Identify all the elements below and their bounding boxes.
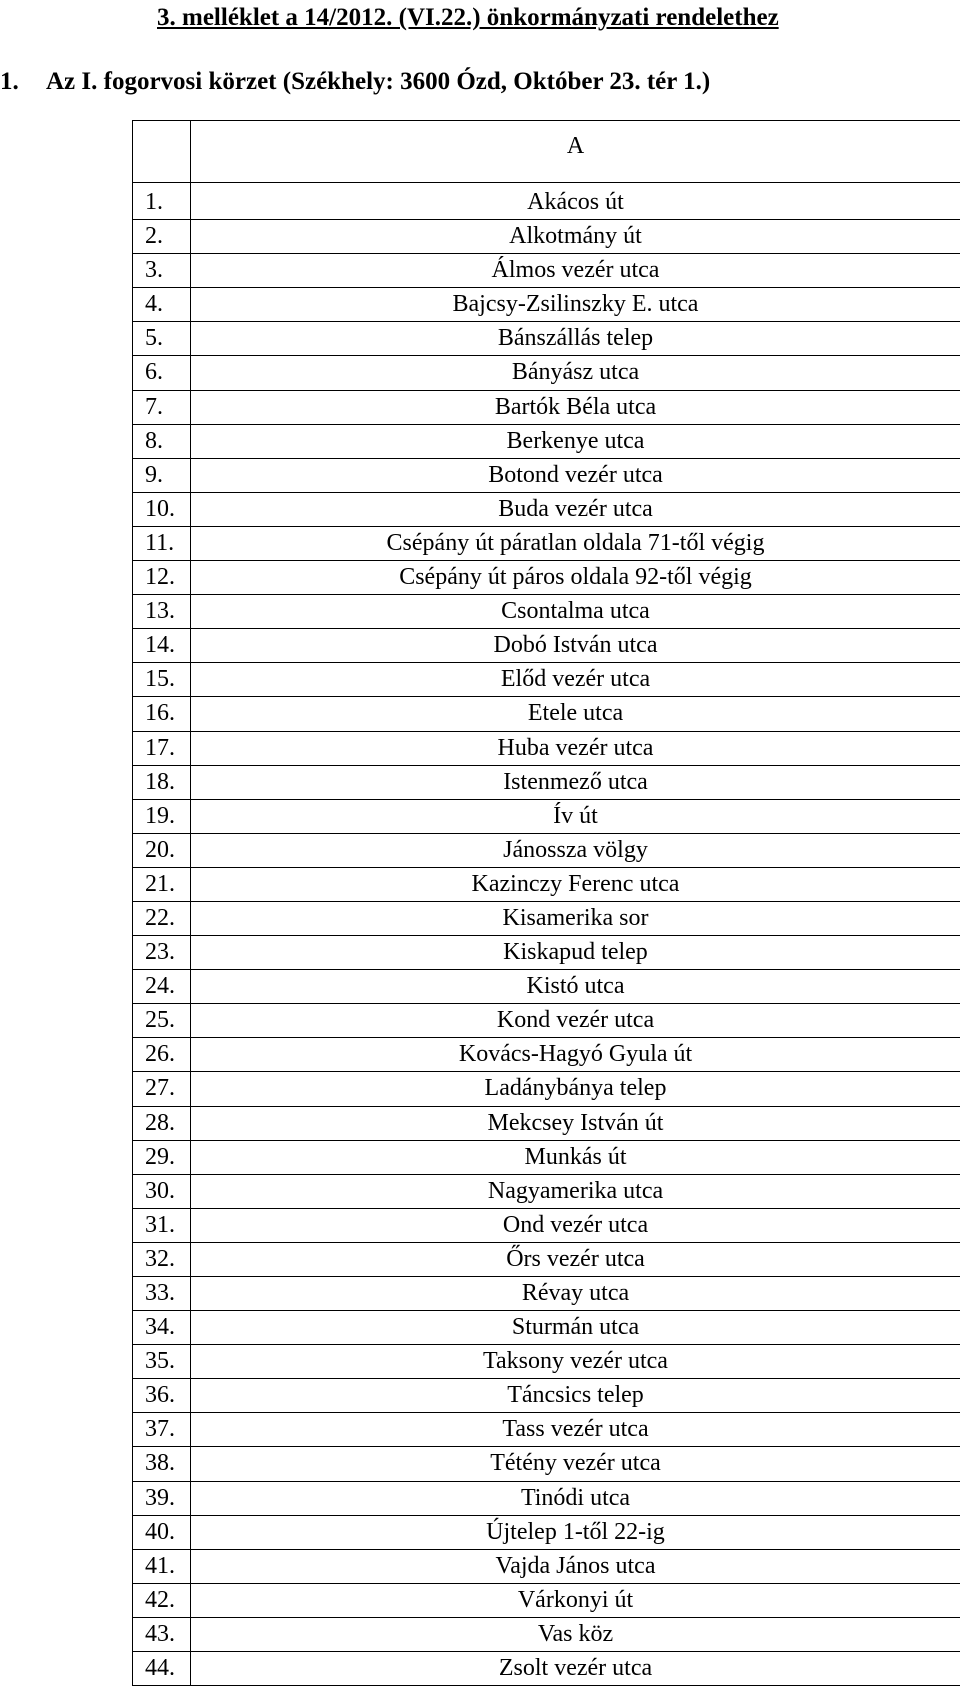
table-row — [133, 731, 960, 765]
table-row — [133, 183, 960, 220]
table-row — [133, 936, 960, 970]
row-number-cell: 32. — [133, 1242, 191, 1276]
row-number-cell: 14. — [133, 629, 191, 663]
row-number-cell: 5. — [133, 322, 191, 356]
row-number-cell: 42. — [133, 1583, 191, 1617]
row-number-cell: 28. — [133, 1106, 191, 1140]
table-row — [133, 1072, 960, 1106]
row-number-cell: 16. — [133, 697, 191, 731]
row-number-cell: 23. — [133, 936, 191, 970]
table-body — [133, 183, 960, 1686]
street-name-cell: Táncsics telep — [191, 1379, 960, 1413]
street-name-cell: Újtelep 1-től 22-ig — [191, 1515, 960, 1549]
corner-header-cell — [133, 121, 191, 183]
row-number-cell: 33. — [133, 1277, 191, 1311]
table-row — [133, 1208, 960, 1242]
street-name-cell: Kovács-Hagyó Gyula út — [191, 1038, 960, 1072]
row-number-cell: 11. — [133, 526, 191, 560]
street-name-cell: Istenmező utca — [191, 765, 960, 799]
row-number-cell: 1. — [133, 183, 191, 220]
table-row — [133, 356, 960, 390]
row-number-cell: 9. — [133, 458, 191, 492]
street-name-cell: Buda vezér utca — [191, 492, 960, 526]
table-row — [133, 561, 960, 595]
street-name-cell: Bartók Béla utca — [191, 390, 960, 424]
row-number-cell: 12. — [133, 561, 191, 595]
table-row — [133, 1311, 960, 1345]
street-name-cell: Vas köz — [191, 1617, 960, 1651]
table-row — [133, 697, 960, 731]
street-name-cell: Csépány út páratlan oldala 71-től végig — [191, 526, 960, 560]
street-name-cell: Tétény vezér utca — [191, 1447, 960, 1481]
row-number-cell: 27. — [133, 1072, 191, 1106]
row-number-cell: 37. — [133, 1413, 191, 1447]
street-name-cell: Nagyamerika utca — [191, 1174, 960, 1208]
table-row — [133, 833, 960, 867]
street-name-cell: Jánossza völgy — [191, 833, 960, 867]
street-name-cell: Mekcsey István út — [191, 1106, 960, 1140]
row-number-cell: 44. — [133, 1652, 191, 1686]
table-row — [133, 1277, 960, 1311]
table-row — [133, 1106, 960, 1140]
street-name-cell: Csontalma utca — [191, 595, 960, 629]
table-row — [133, 1242, 960, 1276]
document-title: 3. melléklet a 14/2012. (VI.22.) önkormányzati rendelethez — [157, 4, 779, 31]
row-number-cell: 24. — [133, 970, 191, 1004]
row-number-cell: 39. — [133, 1481, 191, 1515]
row-number-cell: 15. — [133, 663, 191, 697]
column-header-a: A — [191, 121, 960, 183]
row-number-cell: 10. — [133, 492, 191, 526]
table-row — [133, 629, 960, 663]
row-number-cell: 22. — [133, 901, 191, 935]
table-row — [133, 1174, 960, 1208]
street-name-cell: Kisamerika sor — [191, 901, 960, 935]
row-number-cell: 2. — [133, 220, 191, 254]
table-row — [133, 390, 960, 424]
street-name-cell: Ladánybánya telep — [191, 1072, 960, 1106]
street-name-cell: Etele utca — [191, 697, 960, 731]
row-number-cell: 25. — [133, 1004, 191, 1038]
street-name-cell: Kiskapud telep — [191, 936, 960, 970]
table-row — [133, 867, 960, 901]
street-name-cell: Munkás út — [191, 1140, 960, 1174]
row-number-cell: 40. — [133, 1515, 191, 1549]
table-row — [133, 1345, 960, 1379]
table-row — [133, 1652, 960, 1686]
row-number-cell: 41. — [133, 1549, 191, 1583]
street-name-cell: Csépány út páros oldala 92-től végig — [191, 561, 960, 595]
street-name-cell: Bányász utca — [191, 356, 960, 390]
table-row — [133, 254, 960, 288]
table-row — [133, 322, 960, 356]
row-number-cell: 34. — [133, 1311, 191, 1345]
row-number-cell: 17. — [133, 731, 191, 765]
street-name-cell: Vajda János utca — [191, 1549, 960, 1583]
row-number-cell: 38. — [133, 1447, 191, 1481]
street-name-cell: Őrs vezér utca — [191, 1242, 960, 1276]
table-row — [133, 1549, 960, 1583]
street-name-cell: Ond vezér utca — [191, 1208, 960, 1242]
row-number-cell: 36. — [133, 1379, 191, 1413]
street-name-cell: Álmos vezér utca — [191, 254, 960, 288]
street-name-cell: Kond vezér utca — [191, 1004, 960, 1038]
table-row — [133, 526, 960, 560]
table-row — [133, 595, 960, 629]
table-row — [133, 1481, 960, 1515]
street-name-cell: Dobó István utca — [191, 629, 960, 663]
table-row — [133, 288, 960, 322]
row-number-cell: 20. — [133, 833, 191, 867]
street-name-cell: Akácos út — [191, 183, 960, 220]
row-number-cell: 4. — [133, 288, 191, 322]
row-number-cell: 18. — [133, 765, 191, 799]
street-name-cell: Kazinczy Ferenc utca — [191, 867, 960, 901]
table-row — [133, 1004, 960, 1038]
street-name-cell: Ív út — [191, 799, 960, 833]
row-number-cell: 35. — [133, 1345, 191, 1379]
table-row — [133, 663, 960, 697]
row-number-cell: 43. — [133, 1617, 191, 1651]
table-row — [133, 970, 960, 1004]
table-row — [133, 1140, 960, 1174]
street-name-cell: Kistó utca — [191, 970, 960, 1004]
table-row — [133, 492, 960, 526]
table-row — [133, 1583, 960, 1617]
street-name-cell: Tinódi utca — [191, 1481, 960, 1515]
street-name-cell: Előd vezér utca — [191, 663, 960, 697]
row-number-cell: 21. — [133, 867, 191, 901]
street-name-cell: Bánszállás telep — [191, 322, 960, 356]
table-row — [133, 458, 960, 492]
table-row — [133, 1447, 960, 1481]
row-number-cell: 26. — [133, 1038, 191, 1072]
table-row — [133, 1515, 960, 1549]
street-name-cell: Zsolt vezér utca — [191, 1652, 960, 1686]
table-row — [133, 220, 960, 254]
row-number-cell: 6. — [133, 356, 191, 390]
row-number-cell: 3. — [133, 254, 191, 288]
table-row — [133, 765, 960, 799]
street-name-cell: Taksony vezér utca — [191, 1345, 960, 1379]
table-row — [133, 1413, 960, 1447]
section-title: Az I. fogorvosi körzet (Székhely: 3600 Ózd, Október 23. tér 1.) — [46, 68, 711, 95]
table-header-row — [133, 121, 960, 183]
row-number-cell: 29. — [133, 1140, 191, 1174]
table-row — [133, 1038, 960, 1072]
street-name-cell: Sturmán utca — [191, 1311, 960, 1345]
table-row — [133, 1617, 960, 1651]
row-number-cell: 19. — [133, 799, 191, 833]
row-number-cell: 30. — [133, 1174, 191, 1208]
street-name-cell: Botond vezér utca — [191, 458, 960, 492]
table-row — [133, 799, 960, 833]
street-name-cell: Várkonyi út — [191, 1583, 960, 1617]
section-number: 1. — [0, 68, 19, 95]
street-name-cell: Huba vezér utca — [191, 731, 960, 765]
street-name-cell: Tass vezér utca — [191, 1413, 960, 1447]
row-number-cell: 31. — [133, 1208, 191, 1242]
table-row — [133, 901, 960, 935]
street-table — [132, 120, 960, 1686]
table-row — [133, 1379, 960, 1413]
row-number-cell: 7. — [133, 390, 191, 424]
row-number-cell: 13. — [133, 595, 191, 629]
street-name-cell: Bajcsy-Zsilinszky E. utca — [191, 288, 960, 322]
row-number-cell: 8. — [133, 424, 191, 458]
street-name-cell: Alkotmány út — [191, 220, 960, 254]
street-name-cell: Berkenye utca — [191, 424, 960, 458]
table-row — [133, 424, 960, 458]
section-heading — [0, 67, 710, 97]
street-name-cell: Révay utca — [191, 1277, 960, 1311]
